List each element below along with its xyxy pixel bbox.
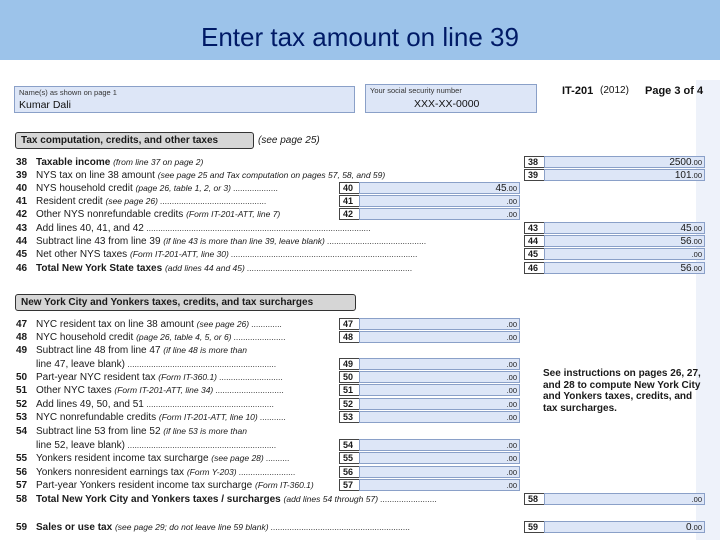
line-number: 51 [16,385,28,396]
line-detail: (see page 25 and Tax computation on pages 57, 58, and 59) [157,170,386,180]
line-46-amount-field[interactable] [544,262,705,274]
line-47-box-label: 47 [339,318,361,330]
line-label: Other NYS nonrefundable credits [36,209,184,220]
line-detail: ............................................................... [127,440,277,450]
line-43-amount-field[interactable] [544,222,705,234]
amount-cents: .00 [691,250,702,259]
line-detail: (if line 53 is more than [163,426,247,436]
line-number: 40 [16,183,28,194]
line-41-box-label: 41 [339,195,361,207]
line-48-box-label: 48 [339,331,361,343]
line-42-box-label: 42 [339,208,361,220]
line-label: Other NYC taxes [36,385,112,396]
line-56-box-label: 56 [339,466,361,478]
line-40-amount-field[interactable] [359,182,520,194]
line-53-text [16,411,286,423]
line-57-amount-field[interactable] [359,479,520,491]
line-detail: (Form IT-360.1) ........................... [158,372,284,382]
line-54-text [16,425,247,437]
amount-dollars: 101 [674,170,692,181]
amount-cents: .00 [691,237,702,246]
nyc-yonkers-instructions: See instructions on pages 26, 27, and 28 to compute New York City and Yonkers taxes, credits, and tax surcharges. [543,368,701,414]
line-number: 53 [16,412,28,423]
line-53-amount-field[interactable] [359,411,520,423]
line-44-amount-field[interactable] [544,235,705,247]
line-39-box-label: 39 [524,169,546,181]
line-number: 59 [16,522,28,533]
line-55-box-label: 55 [339,452,361,464]
amount-cents: .00 [506,468,517,477]
line-label: Part-year NYC resident tax [36,372,156,383]
line-58-box-label: 58 [524,493,546,505]
line-45-text [16,248,418,260]
line-label: Resident credit [36,196,103,207]
line-58-amount-field[interactable] [544,493,705,505]
amount-cents: .00 [506,210,517,219]
line-54-box-label: 54 [339,439,361,451]
line-53-box-label: 53 [339,411,361,423]
line-number: 44 [16,236,28,247]
line-label: Taxable income [36,157,111,168]
line-label: Net other NYS taxes [36,249,128,260]
line-54-amount-field[interactable] [359,439,520,451]
amount-cents: .00 [691,264,702,273]
line-52-amount-field[interactable] [359,398,520,410]
amount-cents: .00 [691,171,702,180]
amount-dollars: 45 [680,223,692,234]
line-detail: (add lines 54 through 57) ........................ [283,494,438,504]
page-number: Page 3 of 4 [645,85,704,97]
line-number: 46 [16,263,28,274]
slide-title: Enter tax amount on line 39 [201,22,519,52]
line-54-text [16,439,277,451]
line-58-text [16,493,437,505]
line-number: 54 [16,426,28,437]
amount-cents: .00 [506,184,517,193]
line-detail: (if line 48 is more than [163,345,247,355]
line-detail: ...................................................... [146,399,275,409]
amount-cents: .00 [506,373,517,382]
line-number: 49 [16,345,28,356]
amount-dollars: 56 [680,263,692,274]
line-label: NYC resident tax on line 38 amount [36,319,194,330]
line-55-text [16,452,290,464]
line-number: 56 [16,467,28,478]
form-id: IT-201 [562,85,594,97]
line-detail: (page 26, table 1, 2, or 3) ................... [135,183,279,193]
section-tax-computation-note: (see page 25) [258,135,320,146]
line-label: line 52, leave blank) [36,440,125,451]
section-tax-computation-title: Tax computation, credits, and other taxes [15,132,254,149]
line-51-text [16,384,284,396]
line-41-text [16,195,267,207]
amount-cents: .00 [506,481,517,490]
line-label: Sales or use tax [36,522,113,533]
line-40-box-label: 40 [339,182,361,194]
line-number: 41 [16,196,28,207]
amount-cents: .00 [506,400,517,409]
line-label: NYC household credit [36,332,134,343]
line-label: NYS tax on line 38 amount [36,170,155,181]
amount-cents: .00 [506,441,517,450]
line-detail: (page 26, table 4, 5, or 6) ...................... [136,332,286,342]
line-label: Add lines 49, 50, and 51 [36,399,144,410]
tax-form [0,78,720,540]
line-number: 43 [16,223,28,234]
line-43-box-label: 43 [524,222,546,234]
line-56-amount-field[interactable] [359,466,520,478]
line-detail: (see page 26) ............. [196,319,283,329]
line-38-box-label: 38 [524,156,546,168]
name-value[interactable]: Kumar Dali [19,99,71,111]
line-45-amount-field[interactable] [544,248,705,260]
line-59-box-label: 59 [524,521,546,533]
line-detail: (if line 43 is more than line 39, leave blank) .......................................... [163,236,427,246]
line-detail: (from line 37 on page 2) [113,157,204,167]
line-detail: (Form IT-360.1) [255,480,314,490]
line-46-text [16,262,413,274]
line-49-text [16,358,277,370]
line-label: Subtract line 43 from line 39 [36,236,161,247]
line-number: 39 [16,170,28,181]
line-number: 42 [16,209,28,220]
line-detail: (Form Y-203) ........................ [186,467,296,477]
line-48-amount-field[interactable] [359,331,520,343]
line-label: Subtract line 48 from line 47 [36,345,161,356]
line-number: 47 [16,319,28,330]
amount-cents: .00 [506,413,517,422]
line-48-text [16,331,286,343]
title-banner [0,0,720,60]
line-56-text [16,466,296,478]
line-44-text [16,235,426,247]
line-59-amount-field[interactable] [544,521,705,533]
line-42-text [16,208,280,220]
line-49-amount-field[interactable] [359,358,520,370]
line-label: NYC nonrefundable credits [36,412,157,423]
section-nyc-yonkers-title: New York City and Yonkers taxes, credits, and tax surcharges [15,294,356,311]
line-57-text [16,479,314,491]
line-label: Yonkers nonresident earnings tax [36,467,185,478]
amount-cents: .00 [506,197,517,206]
line-number: 45 [16,249,28,260]
line-43-text [16,222,371,234]
ssn-value[interactable]: XXX-XX-0000 [414,98,480,110]
amount-dollars: 45 [495,183,507,194]
line-label: line 47, leave blank) [36,359,125,370]
line-47-amount-field[interactable] [359,318,520,330]
amount-cents: .00 [506,360,517,369]
amount-cents: .00 [691,158,702,167]
ssn-box [365,84,537,113]
line-detail: (see page 28) .......... [211,453,290,463]
amount-cents: .00 [506,386,517,395]
line-38-text [16,156,203,168]
line-label: Subtract line 53 from line 52 [36,426,161,437]
line-45-box-label: 45 [524,248,546,260]
line-detail: (Form IT-201-ATT, line 10) ........... [158,412,287,422]
line-50-amount-field[interactable] [359,371,520,383]
line-57-box-label: 57 [339,479,361,491]
amount-cents: .00 [691,224,702,233]
line-label: Part-year Yonkers resident income tax surcharge [36,480,253,491]
line-label: Total New York State taxes [36,263,163,274]
line-detail: (see page 29; do not leave line 59 blank) ........................................................... [114,522,411,532]
amount-dollars: 56 [680,236,692,247]
line-number: 50 [16,372,28,383]
line-label: NYS household credit [36,183,133,194]
line-number: 52 [16,399,28,410]
amount-dollars: 2500 [669,157,692,168]
line-label: Add lines 40, 41, and 42 [36,223,144,234]
amount-cents: .00 [506,333,517,342]
line-39-amount-field[interactable] [544,169,705,181]
line-55-amount-field[interactable] [359,452,520,464]
line-number: 58 [16,494,28,505]
name-box [14,86,355,113]
line-51-amount-field[interactable] [359,384,520,396]
line-detail: ............................................................... [127,359,277,369]
line-detail: ............................................................................................... [146,223,372,233]
line-50-box-label: 50 [339,371,361,383]
line-number: 55 [16,453,28,464]
line-50-text [16,371,283,383]
line-46-box-label: 46 [524,262,546,274]
line-number: 48 [16,332,28,343]
name-label: Name(s) as shown on page 1 [19,88,117,97]
line-number: 38 [16,157,28,168]
line-detail: (see page 26) ............................................. [105,196,267,206]
line-39-text [16,169,385,181]
line-detail: (Form IT-201-ATT, line 34) ............................. [114,385,285,395]
amount-cents: .00 [506,454,517,463]
line-40-text [16,182,278,194]
line-label: Total New York City and Yonkers taxes / surcharges [36,494,281,505]
line-52-text [16,398,274,410]
line-38-amount-field[interactable] [544,156,705,168]
line-detail: (Form IT-201-ATT, line 7) [186,209,281,219]
line-label: Yonkers resident income tax surcharge [36,453,209,464]
amount-cents: .00 [506,320,517,329]
ssn-label: Your social security number [370,86,462,95]
line-49-text [16,344,247,356]
amount-dollars: 0 [686,522,692,533]
amount-cents: .00 [691,523,702,532]
line-59-text [16,521,410,533]
line-detail: (Form IT-201-ATT, line 30) ............................................................................... [129,249,418,259]
line-42-amount-field[interactable] [359,208,520,220]
form-year: (2012) [600,85,629,96]
line-41-amount-field[interactable] [359,195,520,207]
line-detail: (add lines 44 and 45) ...................................................................... [164,263,413,273]
line-49-box-label: 49 [339,358,361,370]
line-52-box-label: 52 [339,398,361,410]
line-number: 57 [16,480,28,491]
amount-cents: .00 [691,495,702,504]
line-44-box-label: 44 [524,235,546,247]
line-51-box-label: 51 [339,384,361,396]
line-47-text [16,318,282,330]
